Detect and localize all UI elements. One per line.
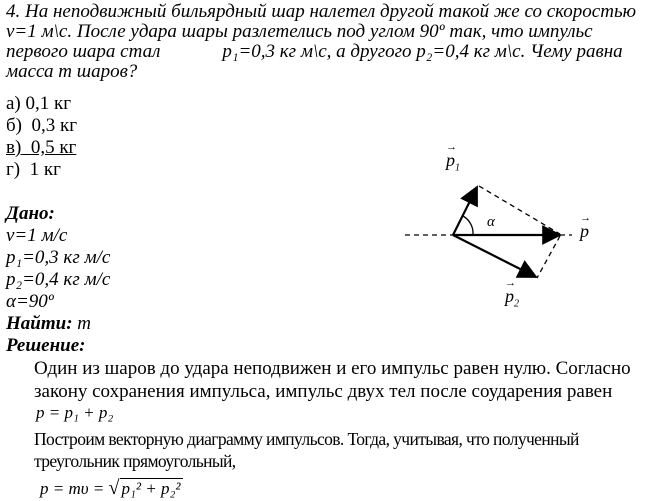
- option-c-value: 0,5 кг: [30, 137, 77, 158]
- given-item-alpha: α=90º: [6, 291, 54, 312]
- p2-vector: [453, 235, 536, 277]
- p1-label: [446, 150, 460, 174]
- option-d-letter: г): [6, 159, 21, 180]
- p1-label-letter: → p: [446, 150, 455, 171]
- p1-vector: [453, 187, 477, 235]
- given-item-v: v=1 м/с: [6, 225, 68, 246]
- solution-para1-line2: закону сохранения импульса, импульс двух тел после соударения равен: [34, 381, 613, 402]
- angle-label: α: [487, 214, 495, 230]
- angle-arc: [463, 216, 473, 235]
- given-item-p2: p₂=0,4 кг м/с: [6, 269, 111, 290]
- option-a-letter: а): [6, 93, 21, 114]
- p1-label-subscript: 1: [455, 162, 460, 174]
- solution-heading: Решение:: [6, 335, 86, 356]
- formula-mass-rhs: p₁² + p₂²: [121, 479, 181, 498]
- option-a-value: 0,1 кг: [25, 93, 72, 114]
- given-heading: Дано:: [6, 203, 55, 224]
- p2-label-subscript: 2: [514, 298, 519, 310]
- problem-line-3b: p₁=0,3 кг м\с, а другого p₂=0,4 кг м\с. Чему равна: [222, 41, 623, 62]
- problem-line-2: v=1 м\с. После удара шары разлетелись под углом 90º так, что импульс: [6, 21, 593, 42]
- formula-mass: [40, 477, 183, 500]
- problem-line-4: масса m шаров?: [6, 61, 138, 82]
- option-b-letter: б): [6, 115, 22, 136]
- formula-mass-lhs: p = mυ =: [40, 479, 109, 498]
- option-b-value: 0,3 кг: [31, 115, 78, 136]
- p-label: [580, 221, 589, 242]
- formula-momentum-sum: p = p₁ + p₂: [36, 403, 114, 422]
- p-label-letter: → p: [580, 221, 589, 242]
- dashed-parallel-right: [537, 236, 560, 278]
- given-item-p1: p₁=0,3 кг м/с: [6, 247, 111, 268]
- find-value: m: [77, 313, 92, 334]
- solution-para2-line1: Построим векторную диаграмму импульсов. Тогда, учитывая, что полученный: [34, 429, 579, 449]
- option-c-letter: в): [6, 137, 22, 158]
- p2-label: [505, 286, 519, 310]
- problem-line-3a: первого шара стал: [6, 41, 161, 62]
- sqrt-icon: √: [108, 477, 120, 499]
- find-heading: Найти:: [6, 313, 73, 334]
- problem-line-1: 4. На неподвижный бильярдный шар налетел другой такой же со скоростью: [6, 1, 636, 22]
- solution-para1-line1: Один из шаров до удара неподвижен и его импульс равен нулю. Согласно: [34, 358, 631, 379]
- solution-para2-line2: треугольник прямоугольный,: [34, 451, 236, 471]
- option-d-value: 1 кг: [29, 159, 61, 180]
- find-row: [6, 313, 91, 335]
- p2-label-letter: → p: [505, 286, 514, 307]
